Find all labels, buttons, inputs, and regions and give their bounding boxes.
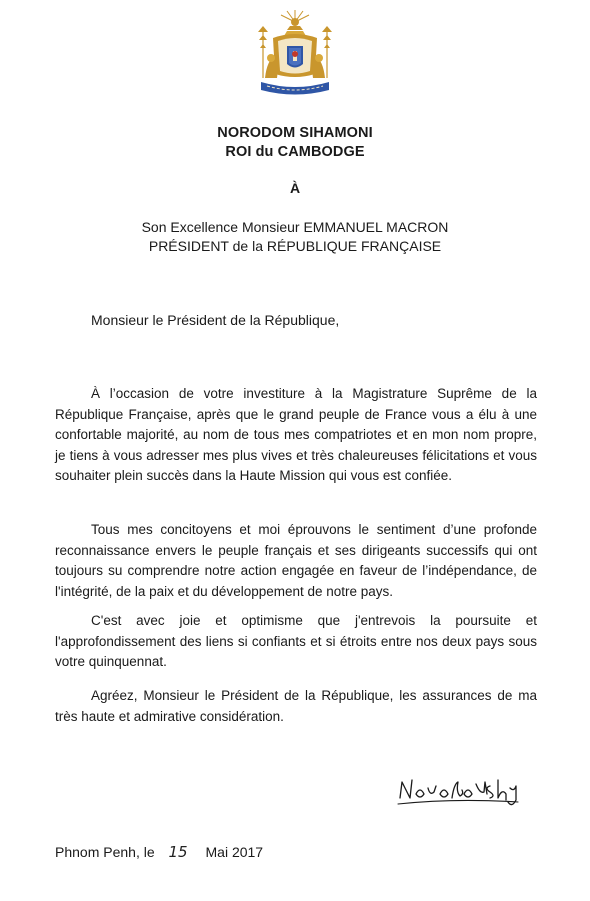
- sender-block: [0, 124, 590, 162]
- dateline-month-year: Mai 2017: [205, 844, 264, 860]
- closing-paragraph: Agréez, Monsieur le Président de la République, les assurances de ma très haute et admirative considération.: [55, 688, 537, 724]
- body-paragraph-2: Tous mes concitoyens et moi éprouvons le sentiment d’une profonde reconnaissance envers le peuple français et ses dirigeants successifs qui ont toujours su comprendre notre action engagée en faveur de l’indépendance, de l'intégrité, de la paix et du développement de notre pays.: [55, 522, 537, 599]
- dateline-place: Phnom Penh, le: [55, 844, 155, 860]
- sender-title: ROI du CAMBODGE: [225, 144, 365, 160]
- handwritten-signature-icon: [394, 768, 524, 810]
- addressee-marker: À: [289, 180, 301, 196]
- dateline-day: 15: [168, 843, 188, 861]
- recipient-block: [0, 218, 590, 256]
- dateline: [55, 843, 263, 861]
- royal-emblem-icon: [253, 8, 337, 100]
- body-paragraph-1: À l’occasion de votre investiture à la Magistrature Suprême de la République Française, après que le grand peuple de France vous a élu à une confortable majorité, au nom de tous mes compatriotes et en mon nom propre, je tiens à vous adresser mes plus vives et très chaleureuses félicitations et vous souhaiter plein succès dans la Haute Mission qui vous est confiée.: [55, 386, 537, 484]
- recipient-line-1: Son Excellence Monsieur EMMANUEL MACRON: [141, 219, 449, 235]
- recipient-line-2: PRÉSIDENT de la RÉPUBLIQUE FRANÇAISE: [148, 238, 442, 254]
- body-paragraph-3: C'est avec joie et optimisme que j'entrevois la poursuite et l'approfondissement des liens si confiants et si étroits entre nos deux pays sous votre quinquennat.: [55, 613, 537, 670]
- sender-name: NORODOM SIHAMONI: [217, 125, 373, 141]
- salutation: Monsieur le Président de la République,: [91, 312, 340, 328]
